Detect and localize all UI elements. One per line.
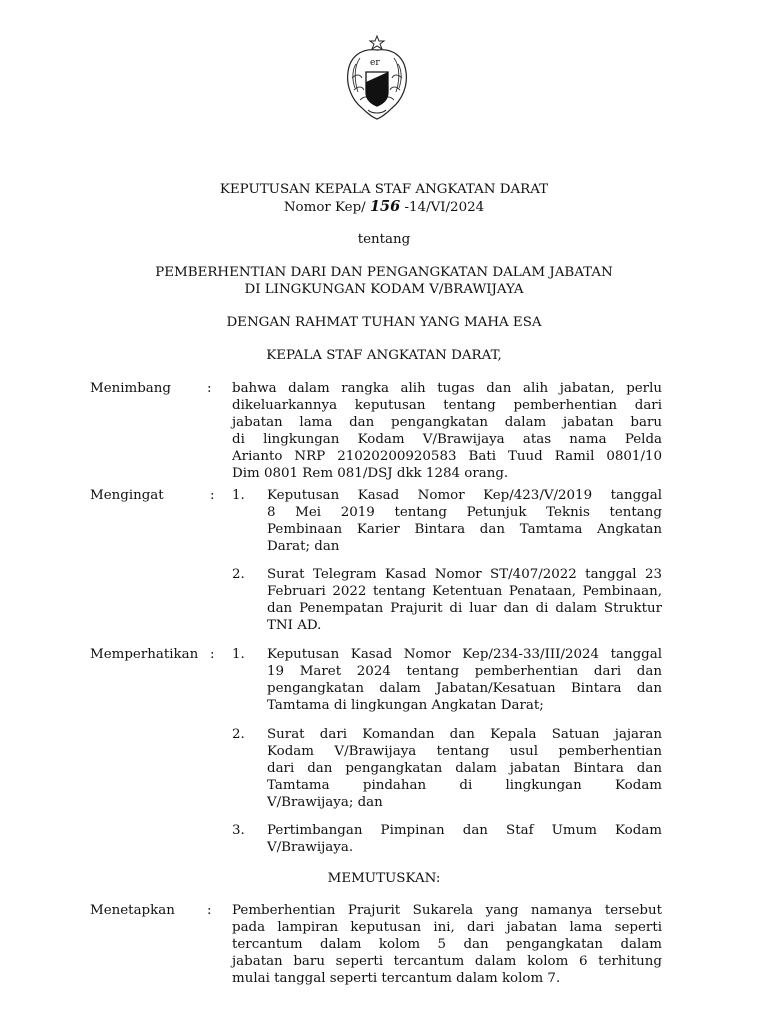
mengingat-item-2-number: 2.	[232, 567, 245, 582]
menetapkan-colon: :	[207, 903, 212, 918]
blessing-line: DENGAN RAHMAT TUHAN YANG MAHA ESA	[226, 315, 542, 330]
mengingat-item-1-number: 1.	[232, 488, 245, 503]
text-line: Pertimbangan Pimpinan dan Staf Umum Kodam	[267, 823, 662, 838]
memperhatikan-colon: :	[210, 647, 215, 662]
mengingat-colon: :	[210, 488, 215, 503]
number-suffix: -14/VI/2024	[404, 200, 485, 215]
menimbang-text	[232, 380, 662, 482]
authority-line: KEPALA STAF ANGKATAN DARAT,	[266, 348, 502, 363]
text-line: 19 Maret 2024 tentang pemberhentian dari dan	[267, 664, 662, 679]
text-line: Kodam V/Brawijaya tentang usul pemberhentian	[267, 744, 662, 759]
text-line: Keputusan Kasad Nomor Kep/234-33/III/2024 tanggal	[267, 647, 662, 662]
text-line: pengangkatan dalam Jabatan/Kesatuan Bintara dan	[267, 681, 662, 696]
menimbang-colon: :	[207, 381, 212, 396]
text-line: tercantum dalam kolom 5 dan pengangkatan dalam	[232, 937, 662, 952]
text-line: TNI AD.	[267, 618, 322, 633]
menimbang-label: Menimbang	[90, 381, 171, 396]
document-title: KEPUTUSAN KEPALA STAF ANGKATAN DARAT	[219, 182, 549, 197]
text-line: Februari 2022 tentang Ketentuan Penataan, Pembinaan,	[267, 584, 662, 599]
text-line: V/Brawijaya.	[267, 840, 354, 855]
text-line: Arianto NRP 21020200920583 Bati Tuud Ramil 0801/10	[232, 449, 662, 464]
number-prefix: Nomor Kep/	[283, 200, 366, 215]
subject-line-2: DI LINGKUNGAN KODAM V/BRAWIJAYA	[244, 282, 524, 297]
document-number	[0, 198, 768, 216]
text-line: jabatan baru seperti tercantum dalam kolom 6 terhitung	[232, 954, 662, 969]
text-line: Darat; dan	[267, 539, 340, 554]
army-crest-icon	[342, 34, 412, 120]
text-line: V/Brawijaya; dan	[267, 795, 383, 810]
memperhatikan-label: Memperhatikan	[90, 647, 199, 662]
mengingat-item-1-text	[267, 487, 662, 555]
text-line: pada lampiran keputusan ini, dari jabatan lama seperti	[232, 920, 662, 935]
memperhatikan-item-1-number: 1.	[232, 647, 245, 662]
mengingat-item-2-text	[267, 566, 662, 634]
text-line: bahwa dalam rangka alih tugas dan alih jabatan, perlu	[232, 381, 662, 396]
memperhatikan-item-2-text	[267, 726, 662, 811]
memperhatikan-item-2-number: 2.	[232, 727, 245, 742]
text-line: dan Penempatan Prajurit di luar dan di dalam Struktur	[267, 601, 662, 616]
text-line: mulai tanggal seperti tercantum dalam kolom 7.	[232, 971, 561, 986]
subject-line-1: PEMBERHENTIAN DARI DAN PENGANGKATAN DALAM JABATAN	[155, 265, 613, 280]
text-line: di lingkungan Kodam V/Brawijaya atas nama Pelda	[232, 432, 662, 447]
memperhatikan-item-1-text	[267, 646, 662, 714]
menetapkan-text	[232, 902, 662, 987]
memutuskan-heading: MEMUTUSKAN:	[327, 871, 441, 886]
text-line: jabatan lama dan pengangkatan dalam jabatan baru	[232, 415, 662, 430]
text-line: Pemberhentian Prajurit Sukarela yang namanya tersebut	[232, 903, 662, 918]
text-line: Tamtama di lingkungan Angkatan Darat;	[267, 698, 544, 713]
text-line: Pembinaan Karier Bintara dan Tamtama Angkatan	[267, 522, 662, 537]
mengingat-label: Mengingat	[90, 488, 164, 503]
number-value: 156	[369, 198, 401, 215]
text-line: 8 Mei 2019 tentang Petunjuk Teknis tentang	[267, 505, 662, 520]
text-line: dikeluarkannya keputusan tentang pemberhentian dari	[232, 398, 662, 413]
emblem-text: er	[370, 58, 380, 68]
memperhatikan-item-3-text	[267, 822, 662, 856]
text-line: Keputusan Kasad Nomor Kep/423/V/2019 tanggal	[267, 488, 662, 503]
text-line: dari dan pengangkatan dalam jabatan Bintara dan	[267, 761, 662, 776]
memperhatikan-item-3-number: 3.	[232, 823, 245, 838]
text-line: Dim 0801 Rem 081/DSJ dkk 1284 orang.	[232, 466, 509, 481]
text-line: Surat dari Komandan dan Kepala Satuan jajaran	[267, 727, 662, 742]
menetapkan-label: Menetapkan	[90, 903, 175, 918]
about-label: tentang	[357, 232, 411, 247]
text-line: Tamtama pindahan di lingkungan Kodam	[267, 778, 662, 793]
text-line: Surat Telegram Kasad Nomor ST/407/2022 tanggal 23	[267, 567, 662, 582]
